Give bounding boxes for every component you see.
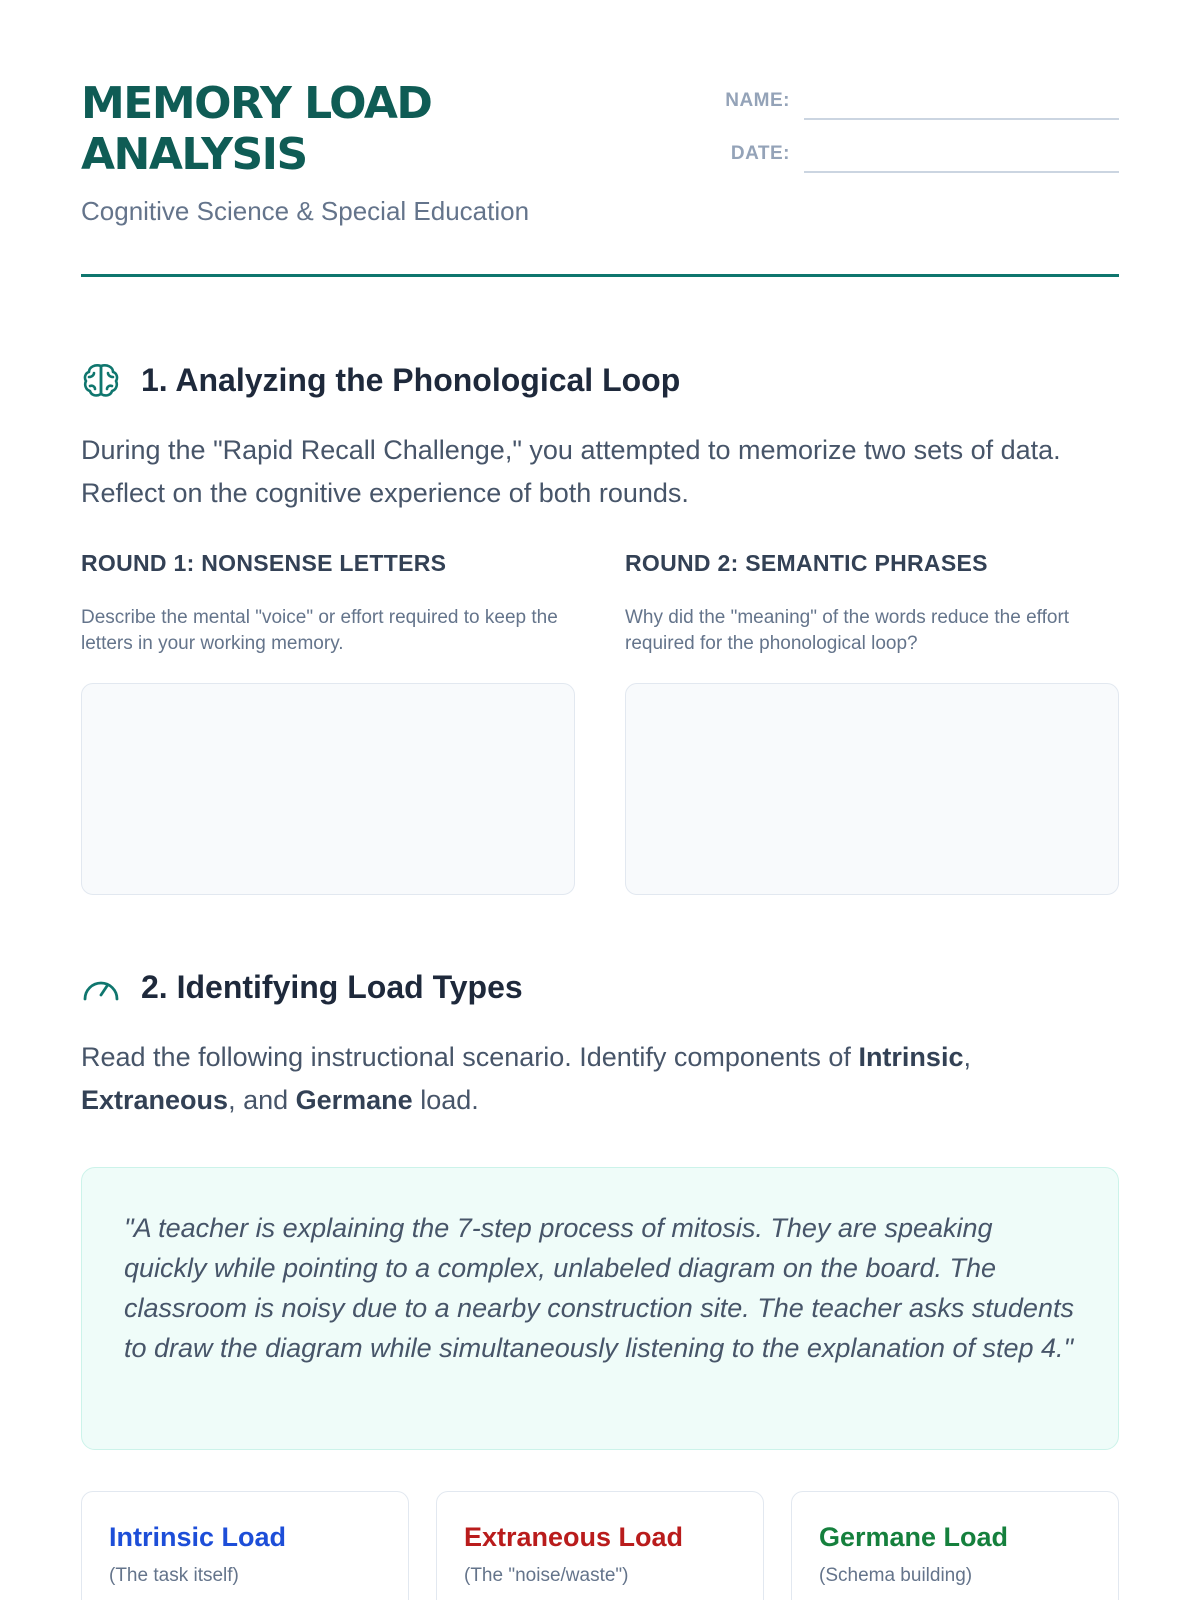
extraneous-term: Extraneous (81, 1085, 229, 1115)
name-field-row (709, 84, 1119, 120)
germane-load-card[interactable] (791, 1491, 1119, 1600)
date-field-row (709, 137, 1119, 173)
round-2-answer-box[interactable] (625, 683, 1119, 895)
intrinsic-term: Intrinsic (858, 1042, 964, 1072)
date-label: DATE: (730, 143, 790, 164)
date-field[interactable] (804, 143, 1119, 173)
round-2-heading: ROUND 2: SEMANTIC PHRASES (625, 550, 988, 576)
round-1-column (81, 550, 575, 895)
page-subtitle: Cognitive Science & Special Education (81, 196, 530, 226)
round-2-column (625, 550, 1119, 895)
intro-text: load. (412, 1085, 479, 1115)
germane-load-title: Germane Load (819, 1522, 1009, 1552)
name-field[interactable] (804, 90, 1119, 120)
intro-separator: , (963, 1042, 971, 1072)
intro-text: Read the following instructional scenario. Identify components of (81, 1042, 859, 1072)
round-2-prompt: Why did the "meaning" of the words reduce the effort required for the phonological loop? (625, 607, 1070, 654)
page-title: MEMORY LOAD ANALYSIS (81, 78, 432, 180)
brain-icon (81, 360, 121, 400)
section-2-heading (81, 965, 1119, 1009)
rounds-columns (81, 550, 1119, 895)
worksheet-header (81, 0, 1119, 277)
section-1-title: 1. Analyzing the Phonological Loop (141, 361, 681, 398)
intrinsic-load-card[interactable] (81, 1491, 409, 1600)
intro-separator: , and (228, 1085, 296, 1115)
section-1-heading (81, 358, 1119, 402)
student-info-fields (709, 84, 1119, 190)
round-1-heading: ROUND 1: NONSENSE LETTERS (81, 550, 447, 576)
germane-term: Germane (295, 1085, 413, 1115)
germane-load-subtitle: (Schema building) (819, 1565, 973, 1586)
round-1-answer-box[interactable] (81, 683, 575, 895)
intrinsic-load-title: Intrinsic Load (109, 1522, 287, 1552)
section-1-intro: During the "Rapid Recall Challenge," you attempted to memorize two sets of data. Reflect on the cognitive experience of both rounds. (81, 435, 1061, 508)
name-label: NAME: (725, 90, 790, 111)
extraneous-load-subtitle: (The "noise/waste") (464, 1565, 629, 1586)
load-type-cards (81, 1491, 1119, 1600)
extraneous-load-title: Extraneous Load (464, 1522, 684, 1552)
scenario-quote: "A teacher is explaining the 7-step process of mitosis. They are speaking quickly while pointing to a complex, unlabeled diagram on the board. The classroom is noisy due to a nearby construction site. The teacher asks students to draw the diagram while simultaneously listening to the explanation of step 4." (81, 1167, 1119, 1450)
extraneous-load-card[interactable] (436, 1491, 764, 1600)
section-2-title: 2. Identifying Load Types (141, 968, 523, 1005)
round-1-prompt: Describe the mental "voice" or effort required to keep the letters in your working memory. (81, 607, 558, 654)
section-2-intro (81, 1036, 1119, 1122)
intrinsic-load-subtitle: (The task itself) (109, 1565, 239, 1586)
gauge-icon (81, 967, 121, 1007)
